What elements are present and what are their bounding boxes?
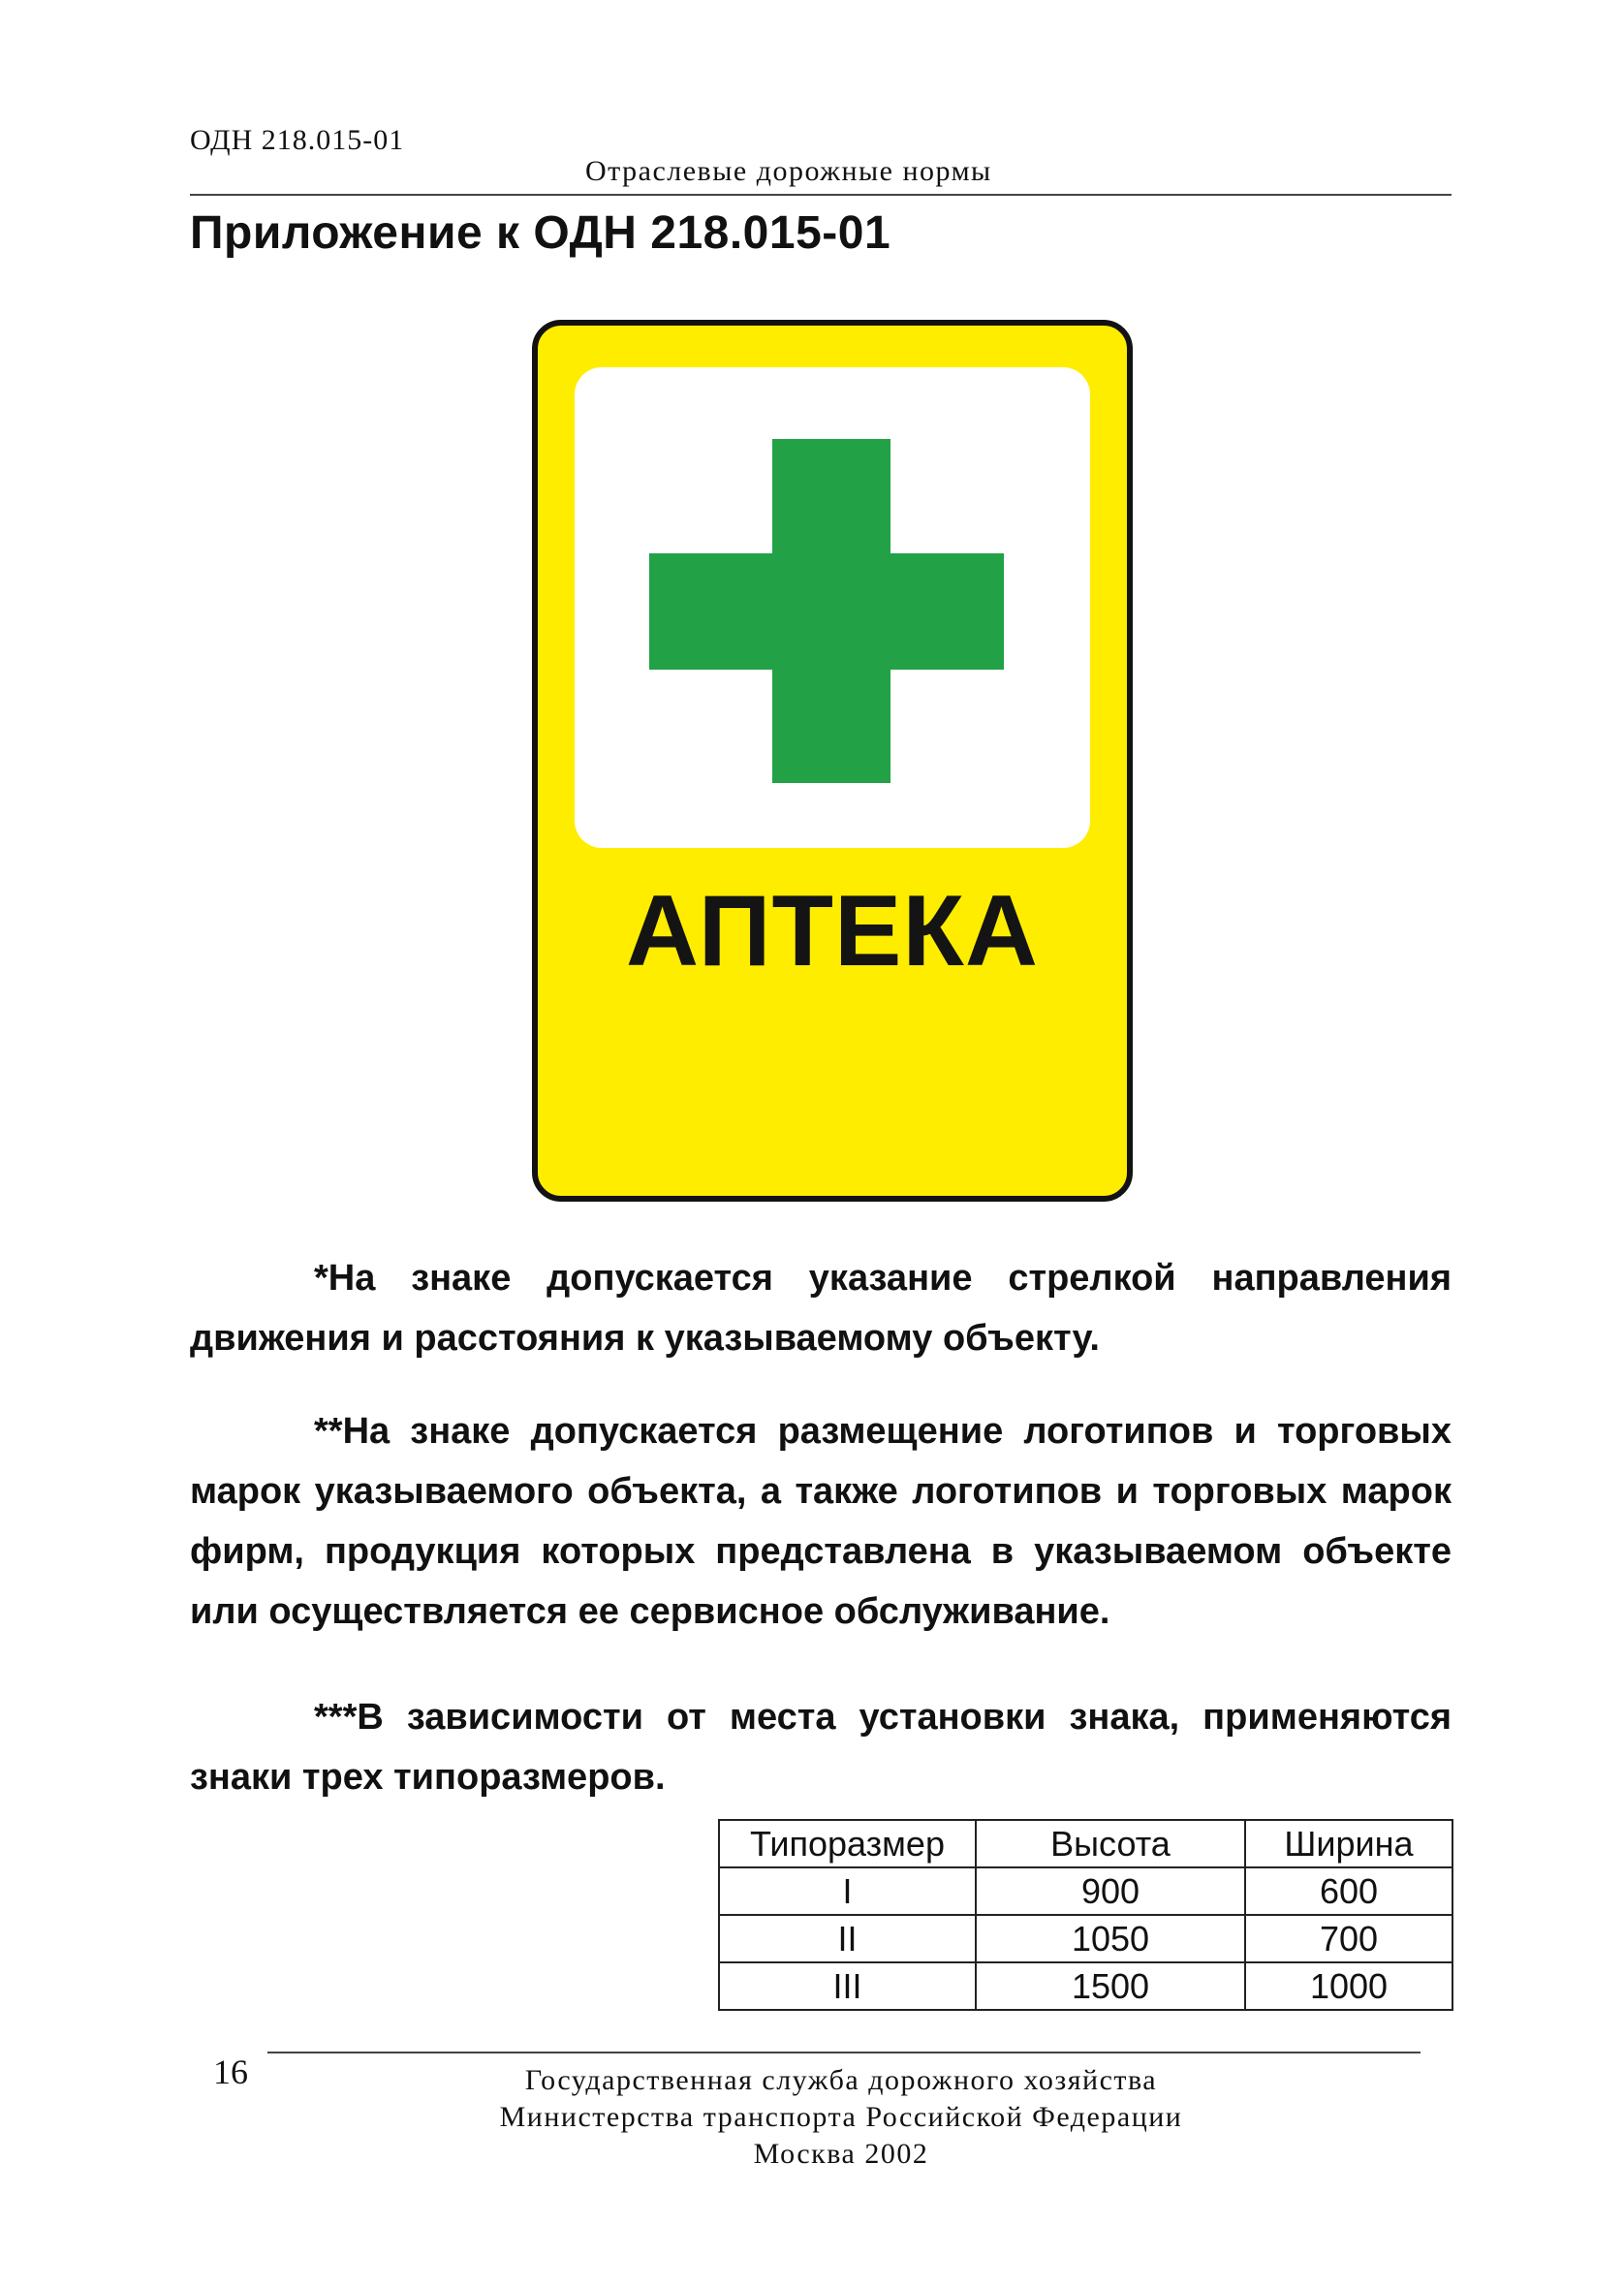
sign-label: АПТЕКА: [626, 875, 1039, 987]
table-cell: 1000: [1245, 1962, 1452, 2010]
table-row: [719, 1915, 1452, 1962]
table-cell: 700: [1245, 1915, 1452, 1962]
table-cell: 600: [1245, 1867, 1452, 1915]
size-table: [718, 1819, 1453, 2011]
table-cell: 900: [976, 1867, 1245, 1915]
table-cell: III: [719, 1962, 976, 2010]
column-header: Высота: [976, 1820, 1245, 1867]
note-sizes: [190, 1687, 1452, 1807]
document-code: ОДН 218.015-01: [190, 124, 405, 156]
page-number: 16: [213, 2053, 248, 2091]
footer-line: Москва 2002: [753, 2138, 929, 2170]
header-divider: [190, 194, 1452, 196]
note-text: ***В зависимости от места установки знака, применяются знаки трех типоразмеров.: [190, 1697, 1452, 1798]
page-title: Приложение к ОДН 218.015-01: [190, 207, 891, 259]
publisher-footer: [326, 2062, 1357, 2173]
column-header: Типоразмер: [719, 1820, 976, 1867]
note-logos: [190, 1401, 1452, 1642]
green-cross-icon-bar: [649, 553, 1004, 670]
note-text: **На знаке допускается размещение логотипов и торговых марок указываемого объекта, а также логотипов и торговых марок фирм, продукция которых представлена в указываемом объекте или осуществляется ее сервисное обслуживание.: [190, 1411, 1452, 1632]
document-subtitle: Отраслевые дорожные нормы: [585, 155, 992, 187]
note-arrow-direction: [190, 1248, 1452, 1368]
table-row: [719, 1962, 1452, 2010]
footer-line: Государственная служба дорожного хозяйства: [524, 2064, 1158, 2096]
table-cell: II: [719, 1915, 976, 1962]
table-header-row: [719, 1820, 1452, 1867]
table-cell: 1500: [976, 1962, 1245, 2010]
note-text: *На знаке допускается указание стрелкой направления движения и расстояния к указываемому объекту.: [190, 1258, 1452, 1359]
footer-line: Министерства транспорта Российской Федерации: [499, 2101, 1183, 2133]
table-cell: I: [719, 1867, 976, 1915]
column-header: Ширина: [1245, 1820, 1452, 1867]
table-row: [719, 1867, 1452, 1915]
table-cell: 1050: [976, 1915, 1245, 1962]
footer-divider: [267, 2052, 1421, 2053]
